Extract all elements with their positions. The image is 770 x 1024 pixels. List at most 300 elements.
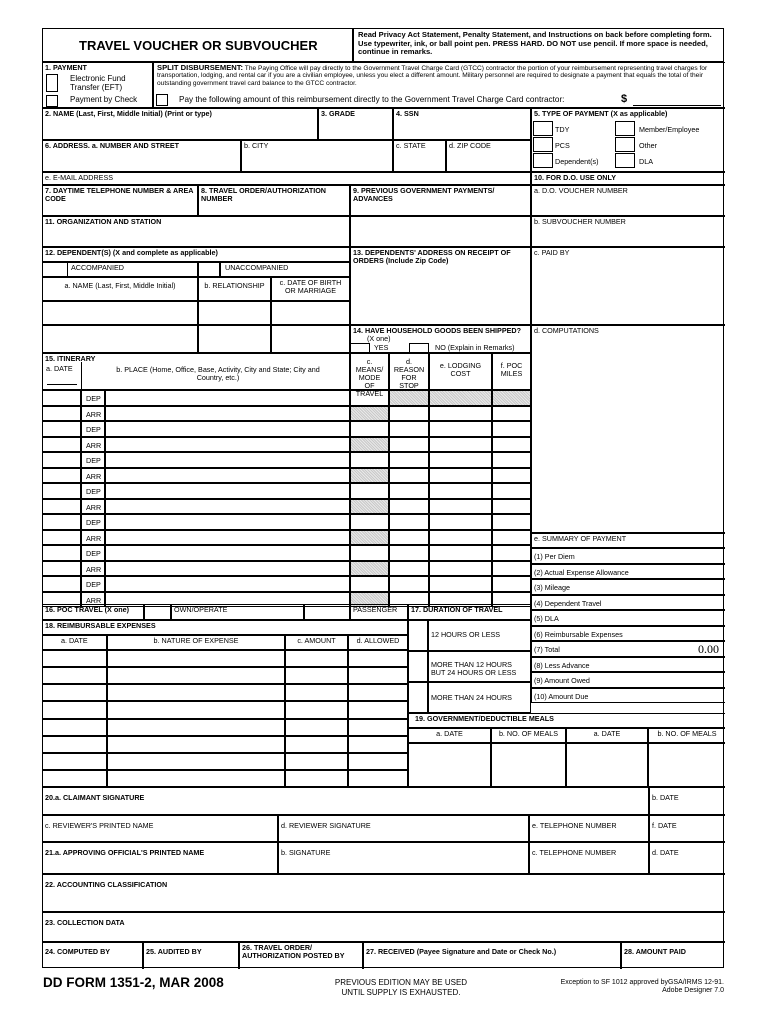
dependents-label: Dependent(s) [555, 157, 599, 166]
dep-name-row-1[interactable] [43, 301, 198, 325]
subvoucher-field[interactable] [531, 216, 725, 247]
accounting-field[interactable] [43, 874, 725, 912]
itin-lodging-11[interactable] [429, 545, 492, 561]
itin-lodging-12[interactable] [429, 561, 492, 577]
duration-more-checkbox[interactable] [408, 682, 428, 713]
itin-dir-7: DEP [81, 483, 105, 499]
itin-reason-11[interactable] [389, 545, 429, 561]
edition-note: PREVIOUS EDITION MAY BE USED UNTIL SUPPLY IS EXHAUSTED. [334, 978, 468, 997]
reimb-date-row-6[interactable] [43, 736, 107, 753]
accompanied-checkbox[interactable] [43, 262, 68, 277]
itin-lodging-1[interactable] [429, 390, 492, 406]
lodging-label: e. LODGING COST [439, 361, 482, 378]
reimb-allowed-label: d. ALLOWED [356, 636, 400, 645]
summary-label: e. SUMMARY OF PAYMENT [534, 534, 627, 543]
itin-date-12[interactable] [43, 561, 81, 577]
itin-means-11[interactable] [350, 545, 389, 561]
reimb-allowed-row-1[interactable] [348, 650, 408, 667]
itin-lodging-6[interactable] [429, 468, 492, 484]
itin-dir-13: DEP [81, 576, 105, 592]
itin-reason-4[interactable] [389, 437, 429, 453]
means-header [350, 353, 389, 398]
reviewer-date-field[interactable] [649, 815, 725, 842]
itin-means-8[interactable] [350, 499, 389, 515]
summary-item-label: (1) Per Diem [534, 552, 575, 561]
summary-item-label: (3) Mileage [534, 583, 570, 592]
relationship-header [198, 277, 271, 301]
itin-poc-7[interactable] [492, 483, 531, 499]
itin-lodging-13[interactable] [429, 576, 492, 592]
reimb-nature-label: b. NATURE OF EXPENSE [153, 636, 239, 645]
ssn-field[interactable] [393, 108, 531, 140]
reviewer-sig-label: d. REVIEWER SIGNATURE [281, 821, 371, 830]
reimb-amount-header [285, 635, 348, 650]
dob-header [271, 277, 350, 301]
reimb-allowed-row-3[interactable] [348, 684, 408, 701]
pcs-checkbox[interactable] [533, 137, 553, 152]
household-label: 14. HAVE HOUSEHOLD GOODS BEEN SHIPPED? [353, 326, 522, 335]
itin-date-1[interactable] [43, 390, 81, 406]
approver-name-label: 21.a. APPROVING OFFICIAL'S PRINTED NAME [45, 848, 205, 857]
poc-header [492, 353, 531, 390]
itin-means-1[interactable] [350, 390, 389, 406]
pcs-label: PCS [555, 141, 570, 150]
approver-phone-field[interactable] [529, 842, 649, 874]
meals-date1-label: a. DATE [436, 729, 463, 738]
poc-travel-cell [43, 604, 144, 620]
relationship-row-1[interactable] [198, 301, 271, 325]
itin-means-5[interactable] [350, 452, 389, 468]
split-checkbox[interactable] [156, 94, 168, 106]
approver-date-field[interactable] [649, 842, 725, 874]
itin-poc-10[interactable] [492, 530, 531, 546]
summary-row-4[interactable] [531, 595, 725, 611]
dep-name-row-2[interactable] [43, 325, 198, 353]
summary-row-5[interactable] [531, 610, 725, 626]
split-label: SPLIT DISBURSEMENT: [157, 63, 244, 72]
city-label: b. CITY [244, 141, 269, 150]
name-label: 2. NAME (Last, First, Middle Initial) (Print or type) [45, 109, 212, 118]
summary-row-10[interactable] [531, 688, 725, 704]
duration-more-cell [428, 682, 531, 713]
reimb-amount-row-8[interactable] [285, 770, 348, 787]
x-one-label: (X one) [367, 334, 391, 343]
meals-date1-field[interactable] [408, 743, 491, 787]
itin-date-13[interactable] [43, 576, 81, 592]
summary-item-label: (10) Amount Due [534, 691, 589, 701]
meals-no2-header [648, 728, 725, 743]
reimb-amount-row-2[interactable] [285, 667, 348, 684]
split-text: The Paying Office will pay directly to the Government Travel Charge Card (GTCC) contractor the portion of your reimbursement representing travel charges for transportation, lodging, and rental car if you are a civilian employee, unless you elect a different amount. Military personnel are required to designate a payment that equals the total of their outstanding government travel card balance to the GTCC contractor. [157, 65, 708, 87]
itin-reason-3[interactable] [389, 421, 429, 437]
dla-checkbox[interactable] [615, 153, 635, 168]
dep-address-field[interactable] [350, 247, 531, 325]
computations-field[interactable] [531, 325, 725, 533]
itin-poc-2[interactable] [492, 406, 531, 422]
itin-place-7[interactable] [105, 483, 350, 499]
duration-more-label: MORE THAN 24 HOURS [431, 693, 512, 702]
reimb-allowed-row-4[interactable] [348, 701, 408, 718]
collection-label: 23. COLLECTION DATA [45, 918, 125, 927]
itin-means-10[interactable] [350, 530, 389, 546]
itin-poc-1[interactable] [492, 390, 531, 406]
unaccompanied-checkbox[interactable] [198, 262, 220, 277]
itin-dir-3: DEP [81, 421, 105, 437]
approver-name-field[interactable] [43, 842, 278, 874]
eft-label: Electronic Fund Transfer (EFT) [70, 74, 126, 92]
itin-poc-4[interactable] [492, 437, 531, 453]
check-label: Payment by Check [70, 95, 138, 104]
itinerary-date-label: a. DATE [46, 364, 73, 373]
passenger-label: PASSENGER [353, 605, 398, 614]
dollar-sign: $ [621, 93, 628, 105]
designer-text: Adobe Designer 7.0 [662, 987, 724, 994]
eft-checkbox[interactable] [46, 74, 58, 92]
reimb-date-row-8[interactable] [43, 770, 107, 787]
email-label: e. E-MAIL ADDRESS [45, 173, 114, 182]
order-posted-label: 26. TRAVEL ORDER/ AUTHORIZATION POSTED BY [242, 943, 345, 960]
paid-by-label: c. PAID BY [534, 248, 570, 257]
summary-item-label: (6) Reimbursable Expenses [534, 629, 623, 639]
itin-lodging-10[interactable] [429, 530, 492, 546]
name-field[interactable] [43, 108, 318, 140]
dep-address-label: 13. DEPENDENTS' ADDRESS ON RECEIPT OF ORDERS (Include Zip Code) [353, 248, 511, 265]
other-label: Other [639, 141, 657, 150]
reimb-nature-row-6[interactable] [107, 736, 285, 753]
itin-reason-8[interactable] [389, 499, 429, 515]
itin-place-3[interactable] [105, 421, 350, 437]
itin-poc-12[interactable] [492, 561, 531, 577]
itin-dir-4: ARR [81, 437, 105, 453]
summary-item-label: (5) DLA [534, 614, 559, 623]
claimant-date-field[interactable] [649, 787, 725, 815]
itin-poc-13[interactable] [492, 576, 531, 592]
itin-reason-5[interactable] [389, 452, 429, 468]
collection-field[interactable] [43, 912, 725, 942]
reimb-amount-row-6[interactable] [285, 736, 348, 753]
household-yes-checkbox[interactable] [350, 343, 370, 353]
itin-dir-5: DEP [81, 452, 105, 468]
itin-date-11[interactable] [43, 545, 81, 561]
reimb-allowed-row-2[interactable] [348, 667, 408, 684]
form-id: DD FORM 1351-2, MAR 2008 [43, 975, 224, 990]
meals-no1-label: b. NO. OF MEALS [498, 729, 559, 738]
meals-no2-field[interactable] [648, 743, 725, 787]
itin-place-13[interactable] [105, 576, 350, 592]
org-field[interactable]: 11. ORGANIZATION AND STATION [43, 216, 350, 247]
phone-field[interactable]: 7. DAYTIME TELEPHONE NUMBER & AREA CODE [43, 185, 198, 216]
itin-means-9[interactable] [350, 514, 389, 530]
do-voucher-field[interactable] [531, 185, 725, 216]
itin-date-9[interactable] [43, 514, 81, 530]
household-no-label: NO (Explain in Remarks) [435, 343, 515, 352]
dependents-x-label: 12. DEPENDENT(S) (X and complete as applicable) [45, 248, 218, 257]
subvoucher-label: b. SUBVOUCHER NUMBER [534, 217, 626, 226]
dob-row-2[interactable] [271, 325, 350, 353]
street-field[interactable] [43, 140, 241, 172]
reimb-date-row-1[interactable] [43, 650, 107, 667]
audited-label: 25. AUDITED BY [146, 947, 202, 956]
meals-no1-header [491, 728, 566, 743]
claimant-date-label: b. DATE [652, 793, 679, 802]
itin-place-1[interactable] [105, 390, 350, 406]
meals-date2-header [566, 728, 648, 743]
tdy-label: TDY [555, 125, 570, 134]
itin-date-6[interactable] [43, 468, 81, 484]
itin-place-8[interactable] [105, 499, 350, 515]
dollar-line[interactable] [633, 105, 721, 106]
reimb-amount-row-7[interactable] [285, 753, 348, 770]
reimb-nature-row-7[interactable] [107, 753, 285, 770]
itin-lodging-7[interactable] [429, 483, 492, 499]
itin-lodging-3[interactable] [429, 421, 492, 437]
travel-order-field[interactable]: 8. TRAVEL ORDER/AUTHORIZATION NUMBER [198, 185, 350, 216]
claimant-label: 20.a. CLAIMANT SIGNATURE [45, 793, 145, 802]
reimb-allowed-row-6[interactable] [348, 736, 408, 753]
reimb-amount-label: c. AMOUNT [297, 636, 336, 645]
reimb-date-row-4[interactable] [43, 701, 107, 718]
summary-row-1[interactable] [531, 548, 725, 564]
itin-dir-9: DEP [81, 514, 105, 530]
reimb-nature-row-3[interactable] [107, 684, 285, 701]
itin-place-11[interactable] [105, 545, 350, 561]
reviewer-name-field[interactable] [43, 815, 278, 842]
dep-name-header [43, 277, 198, 301]
duration-24-label: MORE THAN 12 HOURS BUT 24 HOURS OR LESS [431, 660, 517, 677]
reimb-date-row-3[interactable] [43, 684, 107, 701]
itin-date-7[interactable] [43, 483, 81, 499]
itinerary-label: 15. ITINERARY [45, 354, 96, 363]
grade-label: 3. GRADE [321, 109, 355, 118]
other-checkbox[interactable] [615, 137, 635, 152]
ssn-label: 4. SSN [396, 109, 419, 118]
reviewer-date-label: f. DATE [652, 821, 677, 830]
relationship-row-2[interactable] [198, 325, 271, 353]
reimb-nature-row-8[interactable] [107, 770, 285, 787]
meals-no1-field[interactable] [491, 743, 566, 787]
form-title-cell [43, 29, 353, 62]
itin-dir-8: ARR [81, 499, 105, 515]
summary-item-label: (4) Dependent Travel [534, 598, 602, 608]
itin-poc-9[interactable] [492, 514, 531, 530]
itin-place-6[interactable] [105, 468, 350, 484]
itin-poc-11[interactable] [492, 545, 531, 561]
reviewer-signature-field[interactable] [278, 815, 529, 842]
received-field[interactable] [363, 942, 621, 969]
reimb-nature-row-1[interactable] [107, 650, 285, 667]
summary-row-2[interactable] [531, 564, 725, 580]
reimb-nature-row-5[interactable] [107, 719, 285, 736]
city-field[interactable] [241, 140, 393, 172]
itin-reason-12[interactable] [389, 561, 429, 577]
computed-by-field[interactable] [43, 942, 143, 969]
itinerary-place-label: b. PLACE (Home, Office, Base, Activity, City and State; City and Country, etc.) [116, 365, 320, 382]
summary-item-label: (2) Actual Expense Allowance [534, 567, 629, 577]
itin-lodging-8[interactable] [429, 499, 492, 515]
dob-row-1[interactable] [271, 301, 350, 325]
itin-dir-14: ARR [81, 592, 105, 608]
approver-signature-field[interactable] [278, 842, 529, 874]
itin-lodging-4[interactable] [429, 437, 492, 453]
itin-place-4[interactable] [105, 437, 350, 453]
zip-field[interactable] [446, 140, 531, 172]
summary-row-6[interactable] [531, 626, 725, 642]
itin-date-10[interactable] [43, 530, 81, 546]
computed-label: 24. COMPUTED BY [45, 947, 111, 956]
reimb-nature-row-4[interactable] [107, 701, 285, 718]
reimb-date-row-5[interactable] [43, 719, 107, 736]
instructions-text: Read Privacy Act Statement, Penalty Statement, and Instructions on back before completing form. Use typewriter, ink, or ball point pen. PRESS HARD. DO NOT use pencil. If more space is needed, continue in remarks. [353, 29, 723, 62]
reviewer-phone-label: e. TELEPHONE NUMBER [532, 821, 617, 830]
itin-means-6[interactable] [350, 468, 389, 484]
itin-means-13[interactable] [350, 576, 389, 592]
itin-place-9[interactable] [105, 514, 350, 530]
state-field[interactable] [393, 140, 446, 172]
state-label: c. STATE [396, 141, 426, 150]
computations-label: d. COMPUTATIONS [534, 326, 599, 335]
itin-date-4[interactable] [43, 437, 81, 453]
passenger-checkbox[interactable] [304, 604, 350, 620]
itin-place-12[interactable] [105, 561, 350, 577]
approver-sig-label: b. SIGNATURE [281, 848, 331, 857]
summary-row-7[interactable] [531, 641, 725, 657]
own-operate-label: OWN/OPERATE [174, 605, 228, 614]
reason-header [389, 353, 429, 390]
itin-date-8[interactable] [43, 499, 81, 515]
audited-by-field[interactable] [143, 942, 239, 969]
do-use-label: 10. FOR D.O. USE ONLY [531, 172, 725, 185]
relationship-label: b. RELATIONSHIP [204, 281, 265, 290]
itin-lodging-5[interactable] [429, 452, 492, 468]
dla-label: DLA [639, 157, 653, 166]
member-label: Member/Employee [639, 125, 700, 134]
itin-means-2[interactable] [350, 406, 389, 422]
accounting-label: 22. ACCOUNTING CLASSIFICATION [45, 880, 168, 889]
zip-label: d. ZIP CODE [449, 141, 491, 150]
itin-means-3[interactable] [350, 421, 389, 437]
reviewer-name-label: c. REVIEWER'S PRINTED NAME [45, 821, 154, 830]
summary-row-8[interactable] [531, 657, 725, 673]
itin-means-12[interactable] [350, 561, 389, 577]
claimant-signature-field[interactable] [43, 787, 649, 815]
prev-payments-field[interactable]: 9. PREVIOUS GOVERNMENT PAYMENTS/ ADVANCES [350, 185, 531, 216]
grade-field[interactable] [318, 108, 393, 140]
reimb-date-label: a. DATE [61, 636, 88, 645]
dependents-cell [43, 247, 350, 262]
order-posted-field[interactable] [239, 942, 363, 969]
summary-item-label: (7) Total [534, 645, 560, 654]
means-label: c. MEANS/ MODE OF TRAVEL [355, 357, 384, 398]
form-title: TRAVEL VOUCHER OR SUBVOUCHER [79, 38, 318, 53]
paid-by-field[interactable] [531, 247, 725, 325]
meals-no2-label: b. NO. OF MEALS [657, 729, 717, 738]
itin-poc-6[interactable] [492, 468, 531, 484]
reimb-date-header [43, 635, 107, 650]
reimb-nature-row-2[interactable] [107, 667, 285, 684]
itin-date-3[interactable] [43, 421, 81, 437]
summary-header [531, 533, 725, 548]
itin-means-7[interactable] [350, 483, 389, 499]
member-checkbox[interactable] [615, 121, 635, 136]
unaccompanied-cell [220, 262, 350, 277]
itin-reason-7[interactable] [389, 483, 429, 499]
itin-reason-9[interactable] [389, 514, 429, 530]
itin-reason-10[interactable] [389, 530, 429, 546]
prev-payments-continued[interactable] [350, 216, 531, 247]
itin-reason-2[interactable] [389, 406, 429, 422]
poc-label: f. POC MILES [500, 361, 523, 378]
meals-date2-field[interactable] [566, 743, 648, 787]
itin-poc-8[interactable] [492, 499, 531, 515]
summary-row-3[interactable] [531, 579, 725, 595]
itin-poc-3[interactable] [492, 421, 531, 437]
itin-place-10[interactable] [105, 530, 350, 546]
approver-phone-label: c. TELEPHONE NUMBER [532, 848, 617, 857]
itin-place-5[interactable] [105, 452, 350, 468]
itin-place-2[interactable] [105, 406, 350, 422]
amount-paid-field[interactable] [621, 942, 725, 969]
amount-paid-label: 28. AMOUNT PAID [624, 947, 686, 956]
reimb-amount-row-4[interactable] [285, 701, 348, 718]
summary-item-label: (8) Less Advance [534, 660, 590, 670]
itin-reason-6[interactable] [389, 468, 429, 484]
tdy-checkbox[interactable] [533, 121, 553, 136]
accompanied-label: ACCOMPANIED [71, 263, 124, 272]
travel-voucher-form [42, 28, 724, 968]
reviewer-phone-field[interactable] [529, 815, 649, 842]
summary-row-9[interactable] [531, 672, 725, 688]
itin-lodging-2[interactable] [429, 406, 492, 422]
email-field[interactable] [43, 172, 531, 185]
payment-label: 1. PAYMENT [45, 63, 87, 72]
itin-reason-13[interactable] [389, 576, 429, 592]
type-payment-label: 5. TYPE OF PAYMENT (X as applicable) [534, 109, 668, 118]
reimb-amount-row-5[interactable] [285, 719, 348, 736]
reimbursable-label: 18. REIMBURSABLE EXPENSES [43, 620, 408, 635]
check-checkbox[interactable] [46, 95, 58, 107]
passenger-cell [350, 604, 408, 620]
itin-dir-11: DEP [81, 545, 105, 561]
itin-dir-10: ARR [81, 530, 105, 546]
summary-total-value: 0.00 [698, 642, 719, 656]
reimb-allowed-row-8[interactable] [348, 770, 408, 787]
reimb-date-row-7[interactable] [43, 753, 107, 770]
poc-travel-label: 16. POC TRAVEL (X one) [45, 605, 129, 614]
received-label: 27. RECEIVED (Payee Signature and Date or Check No.) [366, 947, 557, 956]
reimb-allowed-row-7[interactable] [348, 753, 408, 770]
dependents-checkbox[interactable] [533, 153, 553, 168]
reimb-amount-row-3[interactable] [285, 684, 348, 701]
approver-date-label: d. DATE [652, 848, 679, 857]
pay-text: Pay the following amount of this reimbursement directly to the Government Travel Charge Card contractor: [179, 95, 565, 104]
itin-lodging-9[interactable] [429, 514, 492, 530]
household-no-checkbox[interactable] [409, 343, 429, 353]
itin-date-5[interactable] [43, 452, 81, 468]
itin-poc-5[interactable] [492, 452, 531, 468]
own-operate-checkbox[interactable] [144, 604, 171, 620]
itin-date-2[interactable] [43, 406, 81, 422]
reimb-date-row-2[interactable] [43, 667, 107, 684]
duration-24-checkbox[interactable] [408, 651, 428, 682]
reimb-allowed-row-5[interactable] [348, 719, 408, 736]
itin-reason-1[interactable] [389, 390, 429, 406]
duration-12-cell [428, 620, 531, 651]
duration-12-label: 12 HOURS OR LESS [431, 630, 501, 639]
itin-means-4[interactable] [350, 437, 389, 453]
duration-12-checkbox[interactable] [408, 620, 428, 651]
itin-dir-1: DEP [81, 390, 105, 406]
reimb-amount-row-1[interactable] [285, 650, 348, 667]
